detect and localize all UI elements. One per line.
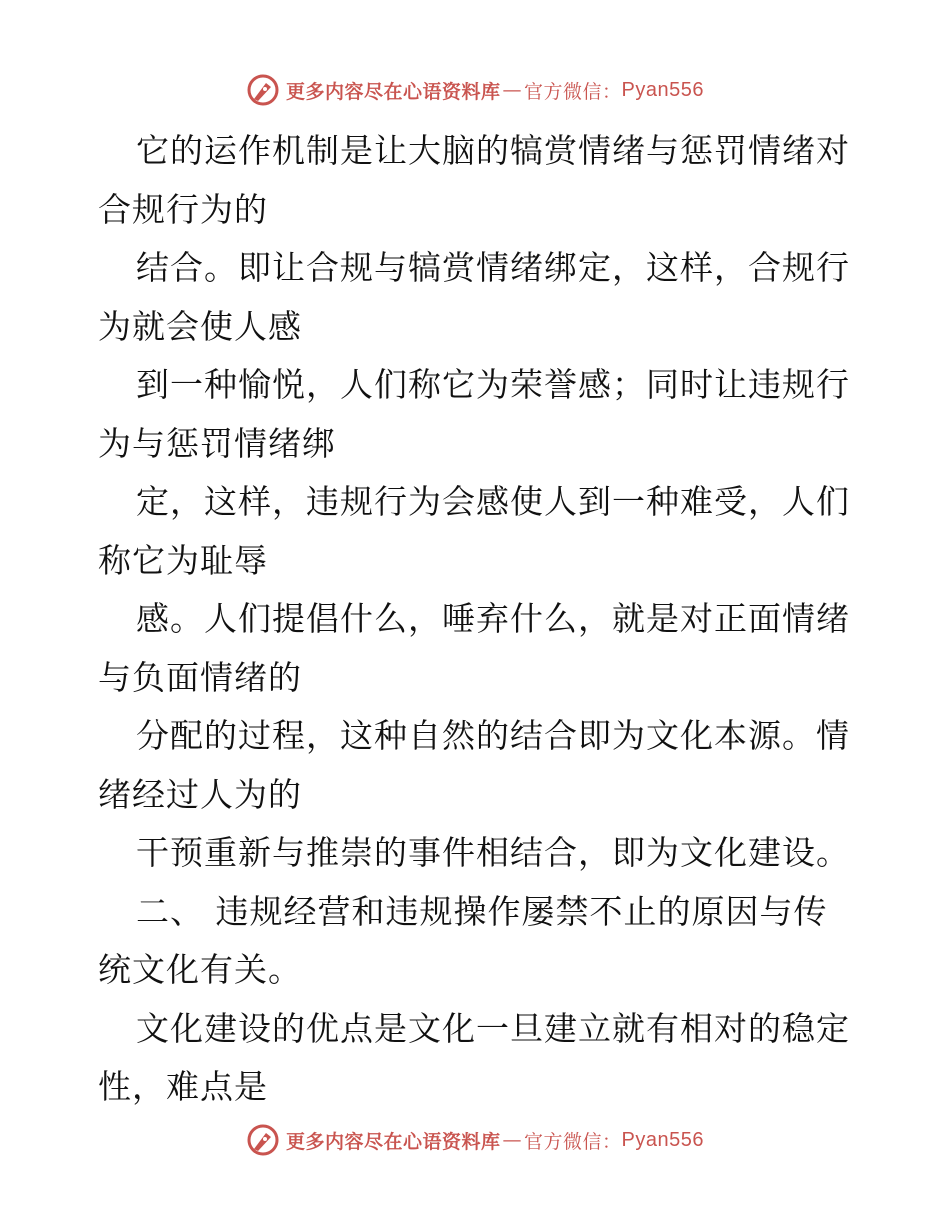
text-line: 性，难点是 (98, 1067, 268, 1106)
text-line: 与负面情绪的 (98, 657, 302, 697)
text-line: 到一种愉悦，人们称它为荣誉感；同时让违规行 (136, 365, 850, 404)
text-line: 定，这样，违规行为会感使人到一种难受，人们 (136, 482, 850, 521)
text-line: 称它为耻辱 (98, 540, 268, 580)
watermark-site-name: 更多内容尽在心语资料库 (286, 1130, 501, 1153)
text-line: 干预重新与推崇的事件相结合，即为文化建设。 (136, 833, 850, 872)
document-body (98, 122, 858, 1117)
watermark-wechat-id: Pyan556 (621, 1128, 704, 1151)
text-line: 分配的过程，这种自然的结合即为文化本源。情 (136, 716, 850, 755)
text-line: 统文化有关。 (98, 950, 302, 989)
watermark-site-name: 更多内容尽在心语资料库 (286, 80, 501, 103)
text-line: 文化建设的优点是文化一旦建立就有相对的稳定 (136, 1008, 850, 1048)
text-line: 结合。即让合规与犒赏情绪绑定，这样，合规行 (136, 248, 850, 287)
text-line: 为就会使人感 (98, 306, 302, 346)
text-line: 感。人们提倡什么，唾弃什么，就是对正面情绪 (136, 599, 850, 638)
text-line: 合规行为的 (98, 189, 268, 229)
header-watermark (0, 70, 950, 110)
text-line: 绪经过人为的 (98, 774, 302, 814)
watermark-wechat-label: 官方微信： (524, 1130, 622, 1153)
watermark-wechat-label: 官方微信： (524, 80, 622, 103)
text-line: 为与惩罚情绪绑 (98, 423, 336, 463)
pen-nib-circle-icon (246, 73, 280, 107)
watermark-dash: — (502, 79, 523, 101)
text-line: 它的运作机制是让大脑的犒赏情绪与惩罚情绪对 (136, 131, 850, 170)
pen-nib-circle-icon (246, 1123, 280, 1157)
text-line: 二、 违规经营和违规操作屡禁不止的原因与传 (136, 891, 828, 931)
watermark-dash: — (502, 1129, 523, 1151)
footer-watermark (0, 1120, 950, 1160)
watermark-wechat-id: Pyan556 (621, 78, 704, 101)
